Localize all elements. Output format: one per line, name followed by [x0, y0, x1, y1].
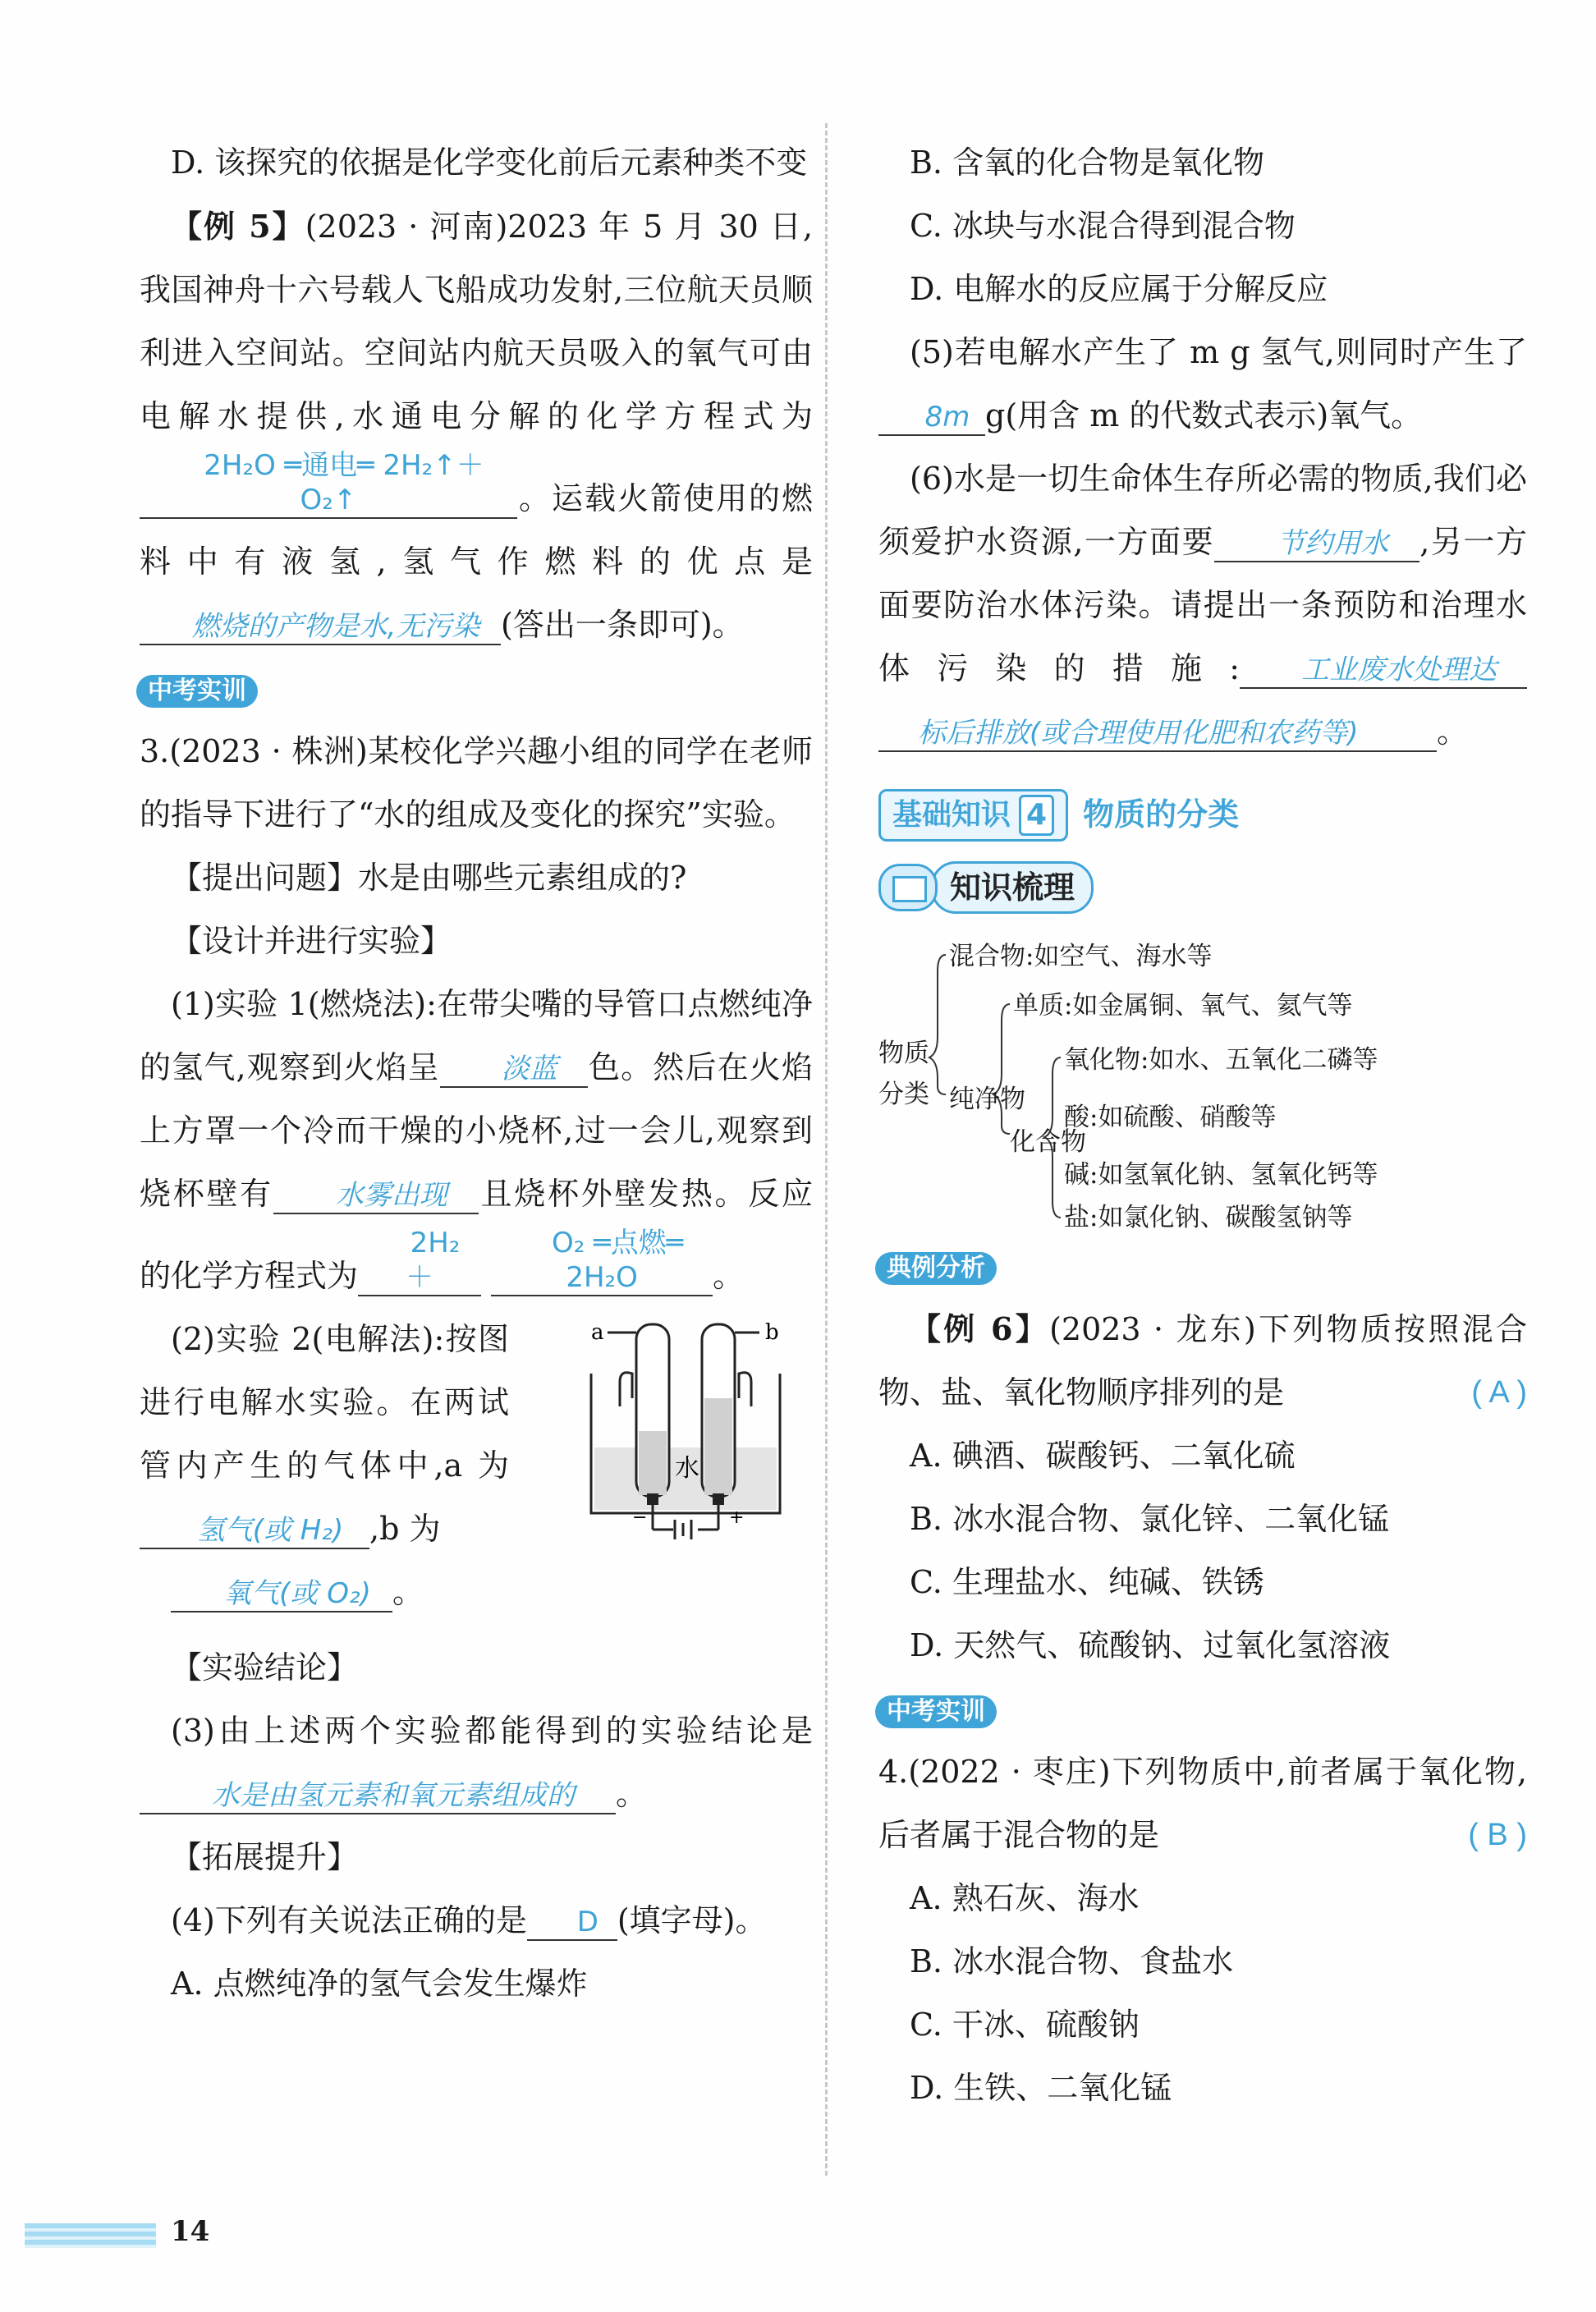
tree-base: 碱:如氢氧化钠、氢氧化钙等: [1064, 1160, 1378, 1190]
figure-label-water: 水: [675, 1454, 699, 1483]
svg-text:+: +: [729, 1507, 745, 1528]
part-4-option-d: D. 电解水的反应属于分解反应: [910, 271, 1328, 307]
tree-pure: 纯净物: [949, 1085, 1025, 1114]
part-1-answer-eq-a: 2H₂＋: [358, 1226, 481, 1296]
tree-root-1: 物质: [878, 1039, 929, 1068]
example-6-answer: ( A ): [1471, 1375, 1527, 1410]
question-4-option-b: B. 冰水混合物、食盐水: [910, 1943, 1234, 1979]
example-5-answer-advantage: 燃烧的产物是水,无污染: [140, 609, 501, 645]
section-label-box: [878, 789, 1068, 842]
tree-root-2: 分类: [878, 1080, 929, 1109]
question-3-part-5: [878, 321, 1527, 447]
example-5-label: 【例 5】: [171, 208, 305, 245]
question-3-heading-conclusion: 【实验结论】: [171, 1649, 359, 1686]
exam-practice-tag: 中考实训: [136, 675, 258, 708]
example-6-option-a: A. 碘酒、碳酸钙、二氧化硫: [910, 1438, 1296, 1474]
left-column: [140, 131, 813, 2016]
question-3-part-6: (6)水是一切生命体生存所必需的物质,我们必须爱护水资源,一方面要 节约用水 ,另一方面要防治水体污染。请提出一条预防和治理水体污染的措施: 工业废水处理达 标后排放(或合理使用化肥和农药等) 。: [878, 447, 1527, 764]
tree-oxide: 氧化物:如水、五氧化二磷等: [1064, 1045, 1378, 1075]
question-3-heading-design: 【设计并进行实验】: [171, 923, 452, 959]
question-3-part-3: (3)由上述两个实验都能得到的实验结论是 水是由氢元素和氧元素组成的 。: [140, 1700, 813, 1826]
example-5: [140, 195, 813, 657]
example-5-tail: (答出一条即可)。: [501, 607, 744, 643]
option-d: D. 该探究的依据是化学变化前后元素种类不变: [171, 144, 808, 181]
part-2-b-line: 氧气(或 O₂) 。: [140, 1561, 813, 1624]
figure-label-a: a: [591, 1320, 604, 1345]
question-3-part-4: [140, 1889, 813, 1952]
part-4-text: (4)下列有关说法正确的是: [171, 1902, 527, 1938]
tree-salt: 盐:如氯化钠、碳酸氢钠等: [1064, 1203, 1353, 1232]
part-4-option-b: B. 含氧的化合物是氧化物: [910, 144, 1265, 181]
example-6-text: (2023 · 龙东)下列物质按照混合物、盐、氧化物顺序排列的是: [878, 1311, 1527, 1411]
question-4-option-a: A. 熟石灰、海水: [910, 1880, 1140, 1916]
part-1-answer-flame: 淡蓝: [440, 1052, 588, 1088]
part-4-option-c: C. 冰块与水混合得到混合物: [910, 208, 1296, 244]
example-6-option-b: B. 冰水混合物、氯化锌、二氧化锰: [910, 1501, 1390, 1537]
part-6-answer-2b: 标后排放(或合理使用化肥和农药等): [878, 716, 1437, 752]
part-2-block: [140, 1308, 813, 1636]
part-5-text-a: (5)若电解水产生了 m g 氢气,则同时产生了: [910, 334, 1527, 370]
question-4-option-c: C. 干冰、硫酸钠: [910, 2007, 1140, 2043]
example-6-option-d: D. 天然气、硫酸钠、过氧化氢溶液: [910, 1627, 1391, 1663]
question-3-heading-extend: 【拓展提升】: [171, 1839, 359, 1875]
part-1-text-b: 色。然后在火焰上方罩一个冷而干燥的小烧杯,过一会儿,观察到烧杯壁有: [140, 1049, 813, 1212]
part-1-text-c: 且烧杯外壁发热。反应的化学方程式为: [140, 1176, 813, 1294]
part-2-answer-a: 氢气(或 H₂): [140, 1513, 369, 1549]
question-3-part-2: [140, 1308, 509, 1561]
example-6-option-c: C. 生理盐水、纯碱、铁锈: [910, 1564, 1264, 1600]
part-5-text-b: g(用含 m 的代数式表示)氧气。: [985, 397, 1423, 434]
figure-label-b: b: [765, 1320, 779, 1345]
part-5-answer: 8m: [878, 400, 985, 436]
classification-tree: [878, 922, 1527, 1234]
column-divider: [825, 123, 828, 2176]
section-header: [878, 783, 1527, 846]
example-analysis-tag: 典例分析: [875, 1252, 997, 1285]
part-3-answer: 水是由氢元素和氧元素组成的: [140, 1778, 616, 1814]
section-label: 基础知识: [892, 797, 1011, 832]
part-2-answer-b: 氧气(或 O₂): [171, 1576, 392, 1612]
tree-mixture: 混合物:如空气、海水等: [949, 942, 1213, 971]
part-1-text-a: (1)实验 1(燃烧法):在带尖嘴的导管口点燃纯净的氢气,观察到火焰呈: [140, 986, 813, 1085]
example-5-mid: 。运载火箭使用的燃料中有液氢,氢气作燃料的优点是: [140, 480, 813, 580]
knowledge-header: [878, 861, 1527, 914]
electrolysis-apparatus-figure: [583, 1308, 805, 1546]
question-3-heading-problem: 【提出问题】水是由哪些元素组成的?: [171, 860, 687, 896]
part-6-text-a: (6)水是一切生命体生存所必需的物质,我们必须爱护水资源,一方面要: [878, 461, 1527, 560]
question-3-part-1: (1)实验 1(燃烧法):在带尖嘴的导管口点燃纯净的氢气,观察到火焰呈 淡蓝 色。然后在火焰上方罩一个冷而干燥的小烧杯,过一会儿,观察到烧杯壁有 水雾出现 且烧杯外壁发热。反应的化学方程式为2H₂＋ O₂ ═点燃═ 2H₂O 。: [140, 973, 813, 1308]
section-title: 物质的分类: [1083, 796, 1240, 833]
section-number: 4: [1019, 795, 1054, 836]
page-footer-bar: [25, 2223, 156, 2248]
exam-practice-tag-2: 中考实训: [875, 1695, 997, 1728]
question-4-option-d: D. 生铁、二氧化锰: [910, 2070, 1172, 2106]
svg-text:−: −: [632, 1507, 648, 1528]
example-5-answer-equation: 2H₂O ═通电═ 2H₂↑＋O₂↑: [140, 448, 517, 519]
part-1-answer-eq-b: O₂ ═点燃═ 2H₂O: [491, 1226, 713, 1296]
part-4-answer: D: [527, 1905, 617, 1941]
tree-acid: 酸:如硫酸、硝酸等: [1064, 1103, 1277, 1132]
part-3-text: (3)由上述两个实验都能得到的实验结论是: [171, 1713, 813, 1749]
tree-simple: 单质:如金属铜、氧气、氦气等: [1013, 991, 1353, 1021]
part-4-text-b: (填字母)。: [617, 1902, 767, 1938]
question-4: [878, 1741, 1527, 1867]
part-6-answer-2a: 工业废水处理达: [1240, 653, 1527, 689]
page-number: 14: [171, 2215, 210, 2248]
part-2-text-b: ,b 为: [369, 1511, 441, 1547]
part-2-text-a: (2)实验 2(电解法):按图进行电解水实验。在两试管内产生的气体中,a 为: [140, 1321, 509, 1484]
part-4-option-a: A. 点燃纯净的氢气会发生爆炸: [171, 1966, 588, 2002]
book-icon: [878, 864, 938, 911]
part-6-text-b: ,另一方面要防治水体污染。请提出一条预防和治理水体污染的措施:: [878, 524, 1527, 686]
example-6-label: 【例 6】: [910, 1310, 1050, 1347]
example-5-text: (2023 · 河南)2023 年 5 月 30 日,我国神舟十六号载人飞船成功发射,三位航天员顺利进入空间站。空间站内航天员吸入的氧气可由电解水提供,水通电分解的化学方程式为: [140, 209, 814, 434]
knowledge-title: 知识梳理: [931, 861, 1094, 914]
question-4-text: 4.(2022 · 枣庄)下列物质中,前者属于氧化物,后者属于混合物的是: [878, 1754, 1527, 1853]
part-1-answer-fog: 水雾出现: [273, 1178, 479, 1214]
right-column: [878, 131, 1527, 2120]
example-6: [878, 1297, 1527, 1424]
question-3-intro: 3.(2023 · 株洲)某校化学兴趣小组的同学在老师的指导下进行了“水的组成及变化的探究”实验。: [140, 733, 813, 833]
question-4-answer: ( B ): [1468, 1818, 1527, 1852]
part-6-answer-1: 节约用水: [1214, 526, 1419, 562]
tree-compound: 化合物: [1010, 1127, 1086, 1157]
